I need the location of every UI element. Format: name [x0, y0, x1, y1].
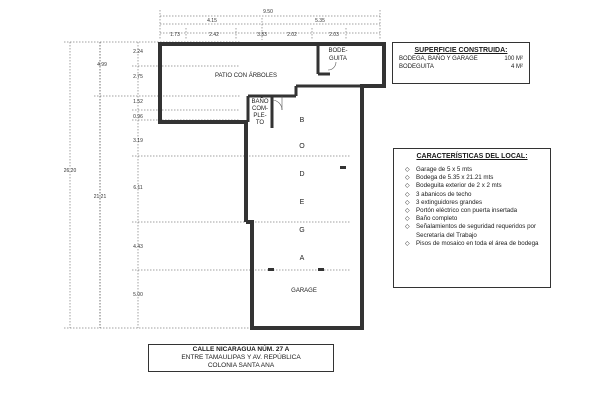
list-item: ◇ 3 abanicos de techo	[416, 191, 542, 199]
room-bodeguita-label	[328, 48, 347, 62]
bodega-letter: G	[299, 227, 305, 234]
dim-height: 6.11	[133, 185, 143, 191]
list-item: ◇ Pisos de mosaico en toda el área de bodega	[416, 240, 542, 248]
list-item: ◇ 3 extinguidores grandes	[416, 199, 542, 207]
surface-row	[393, 54, 529, 62]
list-item: ◇ Bodeguita exterior de 2 x 2 mts	[416, 182, 542, 190]
dim-left-width: 4.15	[207, 18, 217, 24]
bano-line: TO	[255, 120, 265, 126]
bodega-letter: D	[299, 171, 305, 178]
surface-row-value: 100 M²	[504, 56, 523, 62]
dim-overall-height: 26.20	[63, 168, 77, 174]
surface-row-value: 4 M²	[511, 64, 523, 70]
features-title: CARACTERÍSTICAS DEL LOCAL:	[416, 153, 528, 160]
bano-line: PLE-	[253, 113, 267, 119]
surface-row	[393, 62, 529, 70]
dim-height: 0.96	[133, 114, 143, 120]
dim-height: 1.52	[133, 99, 143, 105]
dim-height: 2.24	[133, 49, 143, 55]
dim-overall-height: 4.99	[97, 62, 107, 68]
bodega-letter: E	[299, 199, 305, 206]
address-box	[148, 344, 334, 372]
dim-height: 2.75	[133, 74, 143, 80]
room-bano-label	[251, 98, 268, 126]
dim-height: 3.19	[133, 138, 143, 144]
bodega-letter: B	[299, 117, 305, 124]
dimension-labels	[64, 9, 339, 298]
address-line-1: CALLE NICARAGUA NÚM. 27 A	[192, 346, 290, 353]
window-marks	[268, 166, 346, 271]
dim-sub-width: 2.02	[287, 32, 297, 38]
bano-line: BAÑO	[251, 99, 269, 105]
bodega-letter: A	[299, 255, 305, 262]
features-panel	[393, 148, 551, 288]
dim-overall-height: 21.21	[93, 194, 107, 200]
room-patio-label: PATIO CON ÁRBOLES	[214, 73, 278, 79]
dim-height: 4.43	[133, 244, 143, 250]
address-line-3: COLONIA SANTA ANA	[207, 362, 275, 369]
bano-line: COM-	[252, 106, 268, 112]
room-garage-label: GARAGE	[291, 288, 317, 294]
address-line-2: ENTRE TAMAULIPAS Y AV. REPÚBLICA	[181, 354, 301, 361]
dim-right-width: 5.35	[315, 18, 325, 24]
bodeguita-line: GUITA	[329, 56, 347, 62]
surface-panel	[392, 42, 530, 84]
list-item: ◇ Garage de 5 x 5 mts	[416, 166, 542, 174]
dim-sub-width: 2.03	[329, 32, 339, 38]
surface-row-label: BODEGA, BAÑO Y GARAGE	[399, 56, 478, 62]
dim-sub-width: 2.42	[209, 32, 219, 38]
dim-sub-width: 3.33	[257, 32, 267, 38]
bodega-letter: O	[299, 143, 305, 150]
list-item: ◇ Portón eléctrico con puerta insertada	[416, 207, 542, 215]
dim-height: 5.00	[133, 292, 143, 298]
surface-title: SUPERFICIE CONSTRUIDA:	[414, 47, 508, 54]
list-item: ◇ Baño completo	[416, 215, 542, 223]
list-item: ◇ Bodega de 5.35 x 21.21 mts	[416, 174, 542, 182]
features-list	[394, 166, 550, 248]
list-item: ◇ Señalamientos de seguridad requeridos por Secretaría del Trabajo	[416, 223, 542, 239]
bodeguita-line: BODE-	[328, 48, 348, 54]
dim-total-width: 9.50	[263, 9, 273, 15]
room-bodega-label	[299, 117, 305, 262]
dim-sub-width: 1.73	[170, 32, 180, 38]
surface-row-label: BODEGUITA	[399, 64, 434, 70]
